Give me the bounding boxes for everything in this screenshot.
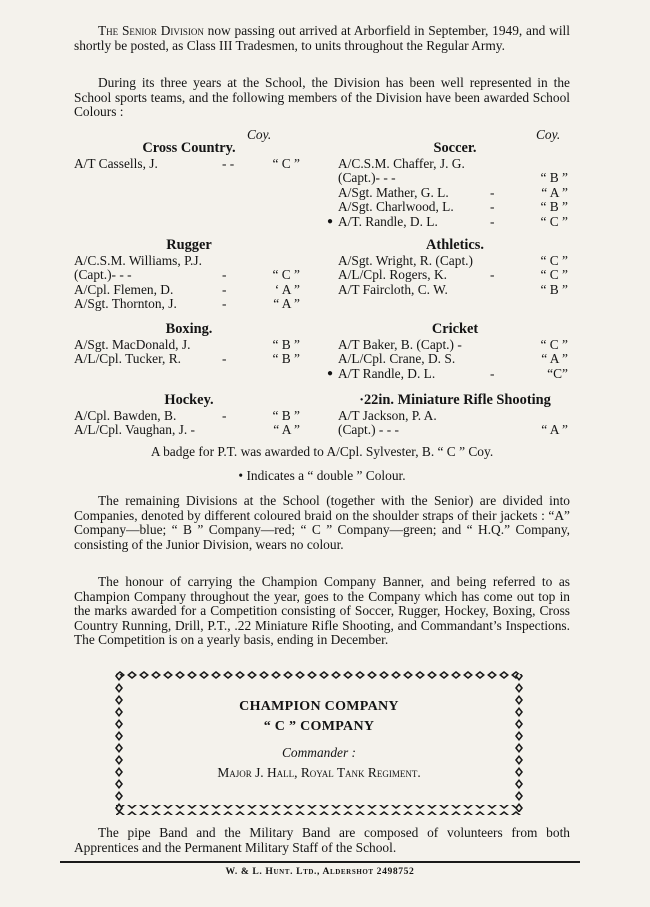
intro-paragraph-2: During its three years at the School, the Division has been well represented in the School sports teams, and the following members of the Division have been awarded School Colours :: [74, 75, 570, 120]
double-colour-note: • Indicates a “ double ” Colour.: [238, 468, 406, 483]
entry-company: “ A ”: [273, 422, 300, 438]
entry-company: “ B ”: [272, 351, 300, 367]
section-cricket: [327, 321, 572, 381]
section-rugger: [74, 238, 304, 312]
entry-name: A/T Baker, B. (Capt.) -: [338, 336, 462, 352]
banner-title: CHAMPION COMPANY: [239, 699, 399, 714]
entry-name: A/T Jackson, P. A.: [338, 407, 437, 423]
colour-entry: [327, 365, 572, 382]
band-paragraph: The pipe Band and the Military Band are composed of volunteers from both Apprentices and the Permanent Military Staff of the School.: [74, 825, 570, 855]
entry-dashes: -: [222, 296, 227, 312]
colour-entry: [338, 186, 572, 201]
entry-name: A/C.S.M. Williams, P.J.: [74, 252, 202, 268]
coy-header-left: Coy.: [247, 127, 272, 142]
colour-entry: [338, 283, 572, 298]
printer-imprint: W. & L. Hunt. Ltd., Aldershot 2498752: [225, 866, 415, 877]
entry-dashes: -: [222, 281, 227, 297]
entry-dashes: - -: [222, 155, 235, 171]
pt-badge-line: A badge for P.T. was awarded to A/Cpl. Sylvester, B. “ C ” Coy.: [150, 444, 494, 459]
entry-name: A/L/Cpl. Tucker, R.: [74, 351, 181, 367]
colour-entry: [338, 338, 572, 353]
entry-name: A/Sgt. Thornton, J.: [74, 296, 177, 312]
section-rifle-shooting: [338, 393, 572, 438]
colour-entry: [74, 157, 304, 172]
entry-company: “ B ”: [540, 199, 568, 215]
entry-company: ‘ A ”: [274, 281, 300, 297]
colour-entry: [74, 338, 304, 353]
colour-entry: [338, 268, 572, 283]
section-athletics: [338, 238, 572, 297]
entry-name: (Capt.)- - -: [74, 267, 132, 283]
double-colour-bullet-icon: ●: [327, 367, 334, 379]
banner-content: [114, 670, 524, 816]
entry-company: “ C ”: [540, 336, 568, 352]
entry-company: “ C ”: [272, 267, 300, 283]
double-colour-bullet-icon: ●: [327, 215, 334, 227]
entry-dashes: -: [490, 184, 495, 200]
section-title: Athletics.: [426, 237, 484, 253]
section-title: Cricket: [431, 321, 479, 337]
colour-entry: [74, 268, 304, 283]
entry-name: A/C.S.M. Chaffer, J. G.: [338, 155, 465, 171]
colour-entry: [338, 254, 572, 269]
colour-entry: [74, 254, 304, 269]
intro-lead-caps: The Senior Division: [98, 23, 204, 38]
section-title: Cross Country.: [142, 140, 236, 156]
entry-company: “C”: [547, 365, 568, 381]
section-soccer: [327, 140, 572, 230]
section-title: Soccer.: [433, 140, 477, 156]
colour-entry: [327, 213, 572, 230]
entry-name: A/L/Cpl. Rogers, K.: [338, 267, 447, 283]
entry-dashes: -: [490, 365, 495, 381]
section-title: Rugger: [166, 237, 212, 253]
entry-company: “ C ”: [540, 252, 568, 268]
section-cross-country: [74, 141, 304, 171]
entry-name: A/T. Randle, D. L.: [338, 213, 438, 229]
section-boxing: [74, 322, 304, 367]
entry-name: A/L/Cpl. Vaughan, J. -: [74, 422, 196, 438]
colour-entry: [338, 409, 572, 424]
coy-header-right: Coy.: [536, 127, 561, 142]
entry-name: A/Cpl. Bawden, B.: [74, 407, 177, 423]
entry-company: “ B ”: [272, 407, 300, 423]
entry-company: “ A ”: [541, 422, 568, 438]
entry-company: “ C ”: [540, 213, 568, 229]
colour-entry: [338, 171, 572, 186]
entry-dashes: -: [222, 407, 227, 423]
banner-commander-label: Commander :: [281, 745, 356, 760]
entry-company: “ B ”: [540, 281, 568, 297]
colour-entry: [74, 297, 304, 312]
entry-company: “ A ”: [273, 296, 300, 312]
entry-name: A/Sgt. Mather, G. L.: [338, 184, 449, 200]
banner-company: “ C ” COMPANY: [263, 719, 375, 734]
colour-entry: [338, 157, 572, 172]
entry-name: A/T Cassells, J.: [74, 155, 158, 171]
colour-entry: [338, 423, 572, 438]
entry-company: “ B ”: [540, 170, 568, 186]
entry-company: “ B ”: [272, 336, 300, 352]
colour-entry: [74, 283, 304, 298]
banner-commander-name: Major J. Hall, Royal Tank Regiment.: [217, 765, 421, 780]
intro-paragraph-1: [74, 24, 570, 53]
section-title: ·22in. Miniature Rifle Shooting: [359, 392, 551, 408]
entry-name: A/Cpl. Flemen, D.: [74, 281, 174, 297]
entry-dashes: -: [490, 213, 495, 229]
section-title: Hockey.: [164, 392, 214, 408]
companies-paragraph: The remaining Divisions at the School (together with the Senior) are divided into Companies, denoted by different coloured braid on the shoulder straps of their jackets : “A” Company—blue; “ B ” Company—red; “ C ” Company—green; and “ H.Q.” Company, consisting of the Junior Division, wears no colour.: [74, 493, 570, 552]
footer-rule: [60, 861, 580, 863]
entry-dashes: -: [490, 267, 495, 283]
entry-name: A/Sgt. Charlwood, L.: [338, 199, 454, 215]
entry-dashes: -: [222, 267, 227, 283]
section-title: Boxing.: [165, 321, 213, 337]
entry-name: A/Sgt. Wright, R. (Capt.): [338, 252, 473, 268]
entry-dashes: -: [490, 199, 495, 215]
colour-entry: [338, 352, 572, 367]
entry-name: A/Sgt. MacDonald, J.: [74, 336, 191, 352]
entry-company: “ A ”: [541, 184, 568, 200]
colour-entry: [74, 423, 304, 438]
entry-name: A/L/Cpl. Crane, D. S.: [338, 351, 456, 367]
champion-paragraph: The honour of carrying the Champion Company Banner, and being referred to as Champion Company throughout the year, goes to the Company which has come out top in the marks awarded for a Competition consisting of Soccer, Rugger, Hockey, Boxing, Cross Country Running, Drill, P.T., .22 Miniature Rifle Shooting, and Commandant’s Inspections. The Competition is on a yearly basis, ending in December.: [74, 574, 570, 648]
colour-entry: [338, 200, 572, 215]
entry-company: “ C ”: [540, 267, 568, 283]
colour-entry: [74, 409, 304, 424]
entry-name: A/T Randle, D. L.: [338, 365, 436, 381]
entry-company: “ A ”: [541, 351, 568, 367]
entry-company: “ C ”: [272, 155, 300, 171]
entry-name: A/T Faircloth, C. W.: [338, 281, 448, 297]
intro-paragraph-1-text: now passing out arrived at Arborfield in September, 1949, and will shortly be posted, as Class III Tradesmen, to units throughout the Regular Army.: [74, 23, 570, 53]
entry-name: (Capt.)- - -: [338, 170, 396, 186]
section-hockey: [74, 393, 304, 438]
champion-company-banner: [114, 670, 524, 816]
entry-name: (Capt.) - - -: [338, 422, 399, 438]
entry-dashes: -: [222, 351, 227, 367]
colour-entry: [74, 352, 304, 367]
